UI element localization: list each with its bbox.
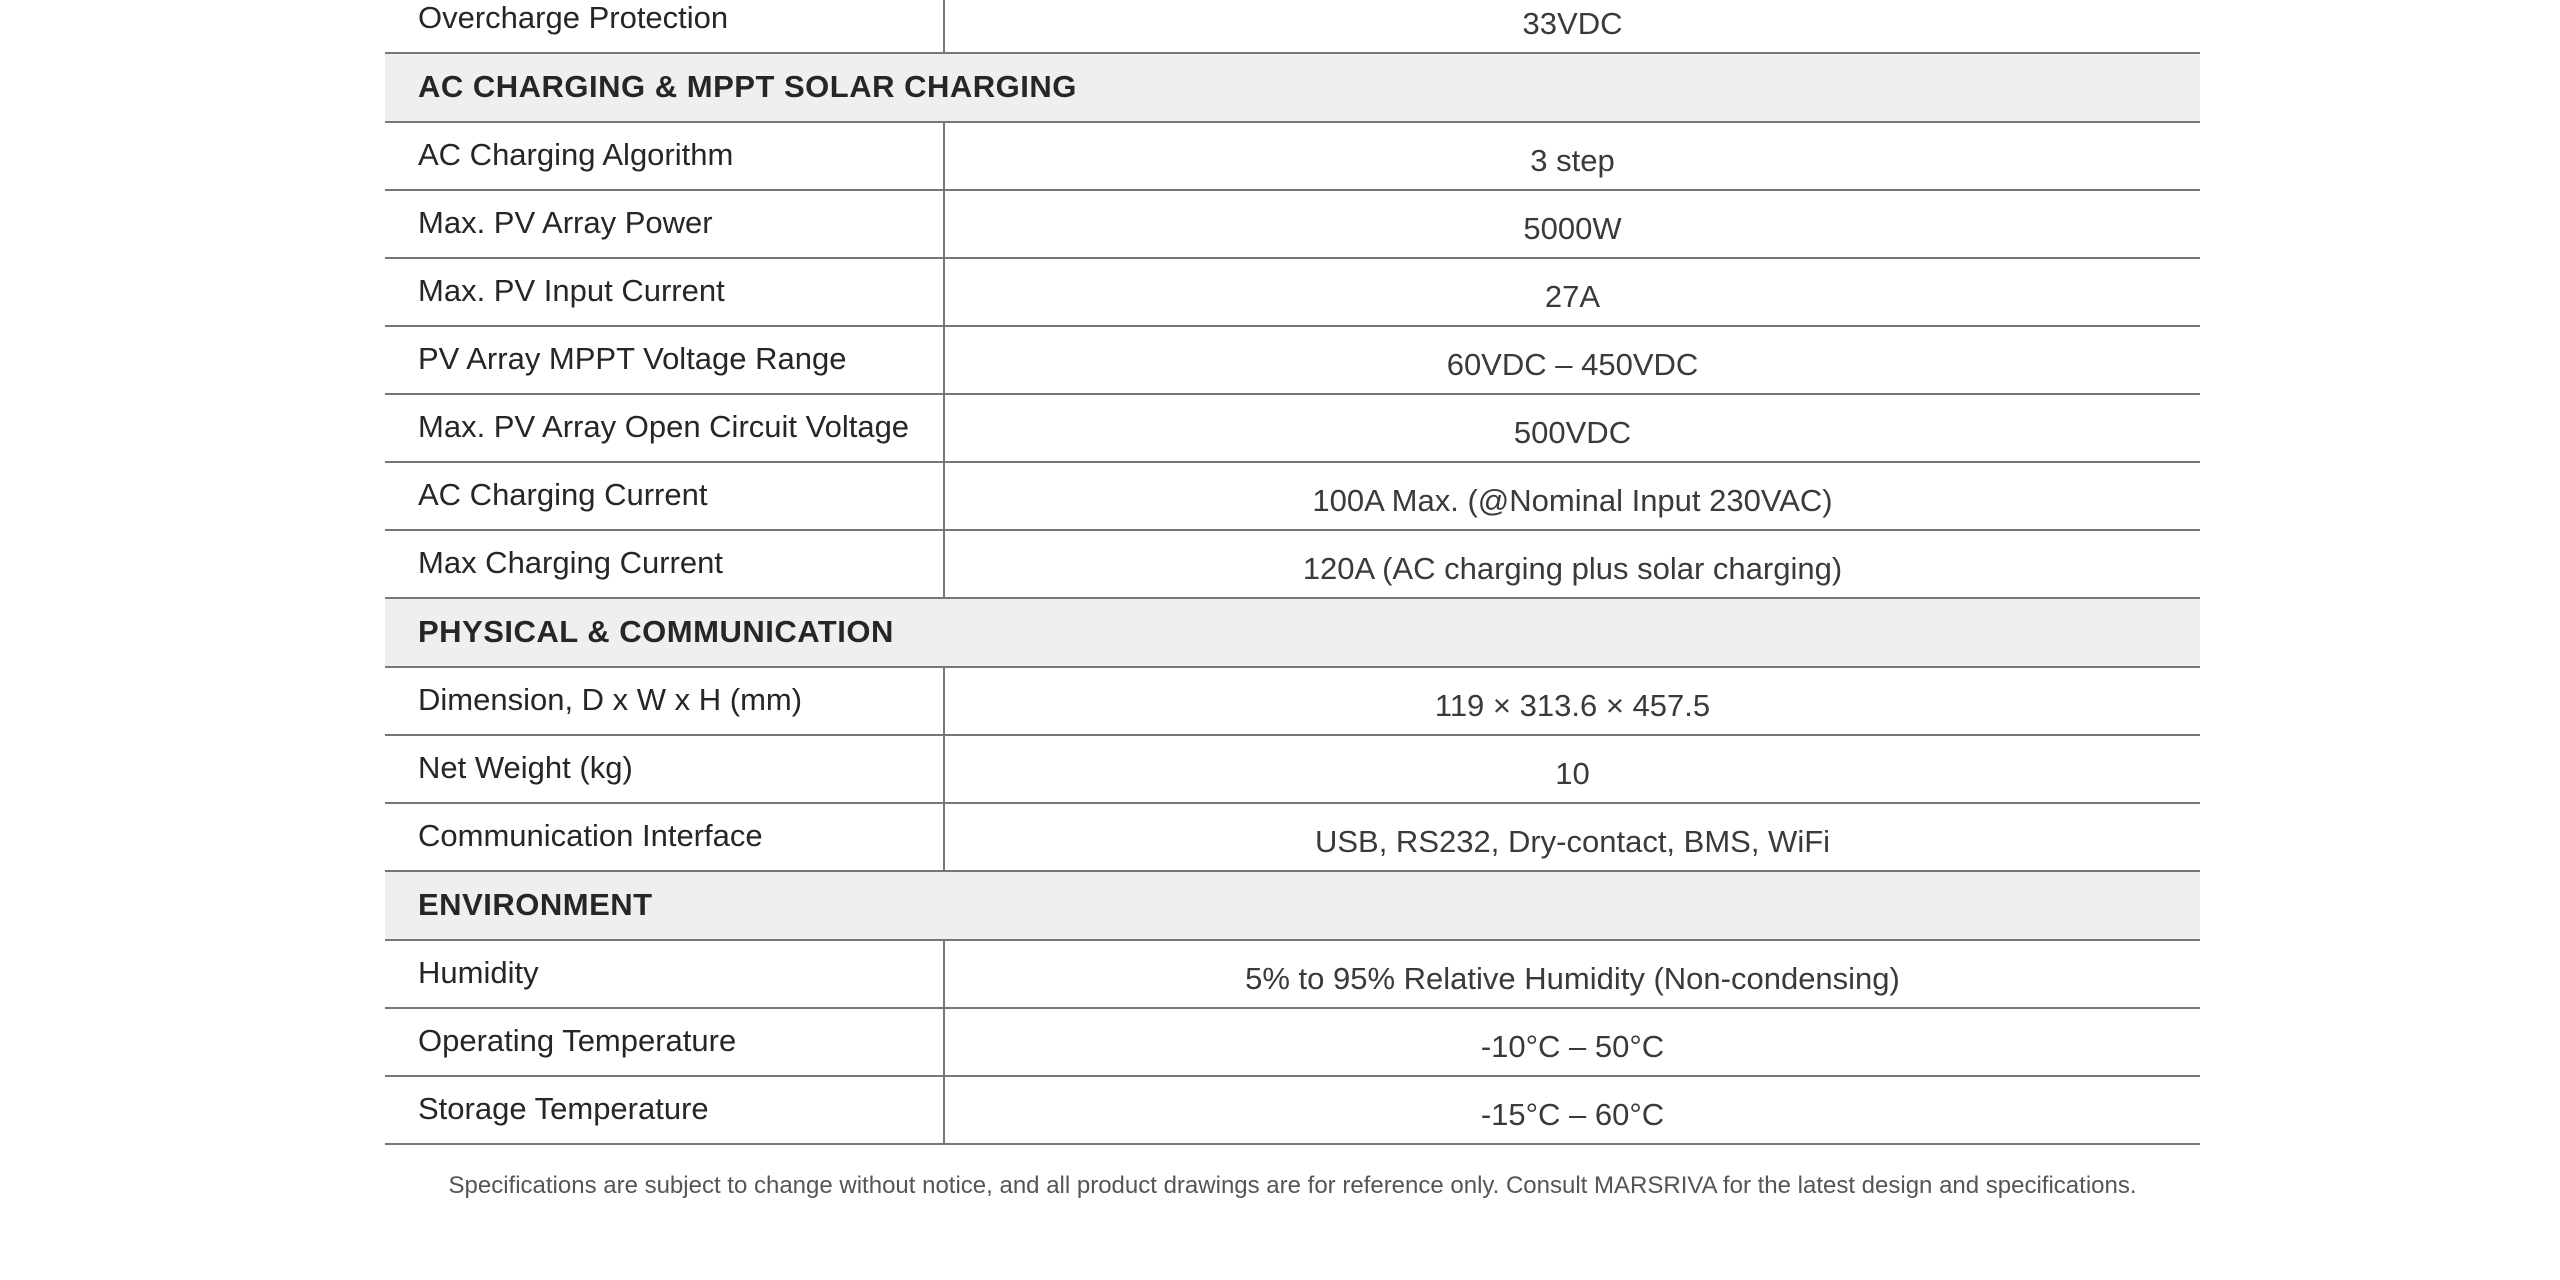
spec-value: 33VDC bbox=[1522, 6, 1623, 41]
spec-value: 60VDC – 450VDC bbox=[1446, 347, 1699, 382]
spec-label: AC Charging Algorithm bbox=[385, 123, 945, 189]
spec-value: -10°C – 50°C bbox=[1480, 1029, 1665, 1064]
spec-value: 5000W bbox=[1523, 211, 1622, 246]
spec-label: AC Charging Current bbox=[385, 463, 945, 529]
spec-value: 27A bbox=[1544, 279, 1601, 314]
spec-table bbox=[385, 0, 2200, 1145]
spec-label: PV Array MPPT Voltage Range bbox=[385, 327, 945, 393]
section-header-ac-charging: AC CHARGING & MPPT SOLAR CHARGING bbox=[385, 54, 2200, 123]
spec-row bbox=[385, 123, 2200, 191]
spec-value: 10 bbox=[1555, 756, 1590, 791]
spec-row bbox=[385, 531, 2200, 599]
spec-label: Overcharge Protection bbox=[385, 0, 945, 52]
spec-label: Operating Temperature bbox=[385, 1009, 945, 1075]
spec-row bbox=[385, 941, 2200, 1009]
spec-row-overcharge-protection bbox=[385, 0, 2200, 54]
section-header-environment: ENVIRONMENT bbox=[385, 872, 2200, 941]
spec-row bbox=[385, 259, 2200, 327]
spec-value: 100A Max. (@Nominal Input 230VAC) bbox=[1312, 483, 1833, 518]
spec-label: Humidity bbox=[385, 941, 945, 1007]
spec-value: 500VDC bbox=[1513, 415, 1632, 450]
spec-row bbox=[385, 804, 2200, 872]
spec-row bbox=[385, 668, 2200, 736]
spec-value: USB, RS232, Dry-contact, BMS, WiFi bbox=[1314, 824, 1831, 859]
spec-row bbox=[385, 191, 2200, 259]
spec-row bbox=[385, 463, 2200, 531]
spec-label: Max Charging Current bbox=[385, 531, 945, 597]
section-header-physical-communication: PHYSICAL & COMMUNICATION bbox=[385, 599, 2200, 668]
spec-value: -15°C – 60°C bbox=[1480, 1097, 1665, 1132]
disclaimer-note: Specifications are subject to change without notice, and all product drawings are for reference only. Consult MARSRIVA for the latest design and specifications. bbox=[448, 1172, 2137, 1199]
spec-label: Net Weight (kg) bbox=[385, 736, 945, 802]
spec-value: 119 × 313.6 × 457.5 bbox=[1434, 688, 1711, 723]
spec-row bbox=[385, 327, 2200, 395]
spec-label: Storage Temperature bbox=[385, 1077, 945, 1143]
spec-row bbox=[385, 1077, 2200, 1145]
spec-row bbox=[385, 736, 2200, 804]
spec-value: 3 step bbox=[1530, 143, 1615, 178]
spec-row bbox=[385, 1009, 2200, 1077]
spec-label: Max. PV Array Open Circuit Voltage bbox=[385, 395, 945, 461]
spec-row bbox=[385, 395, 2200, 463]
spec-label: Communication Interface bbox=[385, 804, 945, 870]
spec-label: Max. PV Input Current bbox=[385, 259, 945, 325]
spec-label: Max. PV Array Power bbox=[385, 191, 945, 257]
spec-label: Dimension, D x W x H (mm) bbox=[385, 668, 945, 734]
spec-value: 120A (AC charging plus solar charging) bbox=[1302, 551, 1843, 586]
spec-value: 5% to 95% Relative Humidity (Non-condensing) bbox=[1245, 961, 1900, 996]
